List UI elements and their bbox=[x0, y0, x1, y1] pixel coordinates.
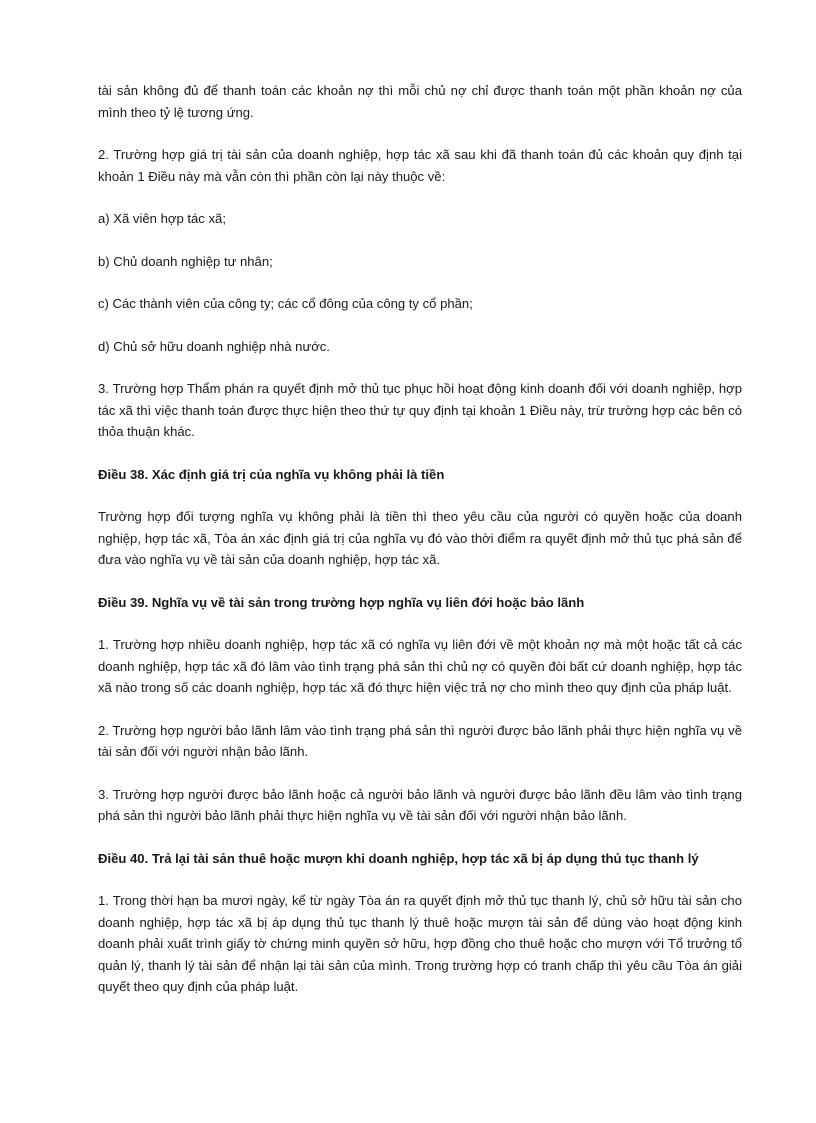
article-38-heading bbox=[98, 464, 742, 486]
paragraph-continuation bbox=[98, 80, 742, 123]
paragraph-text: 1. Trong thời hạn ba mươi ngày, kể từ ngày Tòa án ra quyết định mở thủ tục thanh lý, chủ sở hữu tài sản cho doanh nghiệp, hợp tác xã bị áp dụng thủ tục thanh lý thuê hoặc mượn tài sản để dùng vào hoạt động kinh doanh phải xuất trình giấy tờ chứng minh quyền sở hữu, hợp đồng cho thuê hoặc cho mượn với Tổ trưởng tổ quản lý, thanh lý tài sản để nhận lại tài sản của mình. Trong trường hợp có tranh chấp thì yêu cầu Tòa án giải quyết theo quy định của pháp luật. bbox=[98, 893, 742, 994]
article-heading: Điều 38. Xác định giá trị của nghĩa vụ không phải là tiền bbox=[98, 466, 445, 482]
list-item-c bbox=[98, 293, 742, 315]
article-40-heading bbox=[98, 848, 742, 870]
paragraph-text: 1. Trường hợp nhiều doanh nghiệp, hợp tác xã có nghĩa vụ liên đới về một khoản nợ mà một hoặc tất cả các doanh nghiệp, hợp tác xã đó lâm vào tình trạng phá sản thì chủ nợ có quyền đòi bất cứ doanh nghiệp, hợp tác xã nào trong số các doanh nghiệp, hợp tác xã đó thực hiện việc trả nợ cho mình theo quy định của pháp luật. bbox=[98, 637, 742, 695]
article-39-heading bbox=[98, 592, 742, 614]
article-38-paragraph bbox=[98, 506, 742, 571]
paragraph-text: 3. Trường hợp Thẩm phán ra quyết định mở thủ tục phục hồi hoạt động kinh doanh đối với doanh nghiệp, hợp tác xã thì việc thanh toán được thực hiện theo thứ tự quy định tại khoản 1 Điều này, trừ trường hợp các bên có thỏa thuận khác. bbox=[98, 381, 742, 439]
paragraph-text: c) Các thành viên của công ty; các cổ đông của công ty cổ phần; bbox=[98, 296, 473, 311]
paragraph-text: tài sản không đủ để thanh toán các khoản nợ thì mỗi chủ nợ chỉ được thanh toán một phần khoản nợ của mình theo tỷ lệ tương ứng. bbox=[98, 83, 742, 120]
list-item-a bbox=[98, 208, 742, 230]
paragraph-clause-3 bbox=[98, 378, 742, 443]
paragraph-text: a) Xã viên hợp tác xã; bbox=[98, 211, 226, 226]
paragraph-text: 3. Trường hợp người được bảo lãnh hoặc cả người bảo lãnh và người được bảo lãnh đều lâm vào tình trạng phá sản thì người bảo lãnh phải thực hiện nghĩa vụ về tài sản đối với người nhận bảo lãnh. bbox=[98, 786, 742, 823]
article-40-clause-1 bbox=[98, 890, 742, 998]
paragraph-text: d) Chủ sở hữu doanh nghiệp nhà nước. bbox=[98, 338, 330, 354]
article-heading: Điều 40. Trả lại tài sản thuê hoặc mượn khi doanh nghiệp, hợp tác xã bị áp dụng thủ tục thanh lý bbox=[98, 850, 699, 866]
paragraph-clause-2 bbox=[98, 144, 742, 187]
article-39-clause-1 bbox=[98, 634, 742, 699]
paragraph-text: b) Chủ doanh nghiệp tư nhân; bbox=[98, 253, 273, 269]
list-item-b bbox=[98, 251, 742, 273]
article-39-clause-2 bbox=[98, 720, 742, 763]
list-item-d bbox=[98, 336, 742, 358]
paragraph-text: 2. Trường hợp người bảo lãnh lâm vào tình trạng phá sản thì người được bảo lãnh phải thực hiện nghĩa vụ về tài sản đối với người nhận bảo lãnh. bbox=[98, 722, 742, 759]
paragraph-text: 2. Trường hợp giá trị tài sản của doanh nghiệp, hợp tác xã sau khi đã thanh toán đủ các khoản quy định tại khoản 1 Điều này mà vẫn còn thì phần còn lại này thuộc về: bbox=[98, 147, 742, 184]
article-39-clause-3 bbox=[98, 784, 742, 827]
paragraph-text: Trường hợp đối tượng nghĩa vụ không phải là tiền thì theo yêu cầu của người có quyền hoặc của doanh nghiệp, hợp tác xã, Tòa án xác định giá trị của nghĩa vụ đó vào thời điểm ra quyết định mở thủ tục phá sản để đưa vào nghĩa vụ về tài sản của doanh nghiệp, hợp tác xã. bbox=[98, 509, 742, 567]
article-heading: Điều 39. Nghĩa vụ về tài sản trong trường hợp nghĩa vụ liên đới hoặc bảo lãnh bbox=[98, 594, 585, 610]
